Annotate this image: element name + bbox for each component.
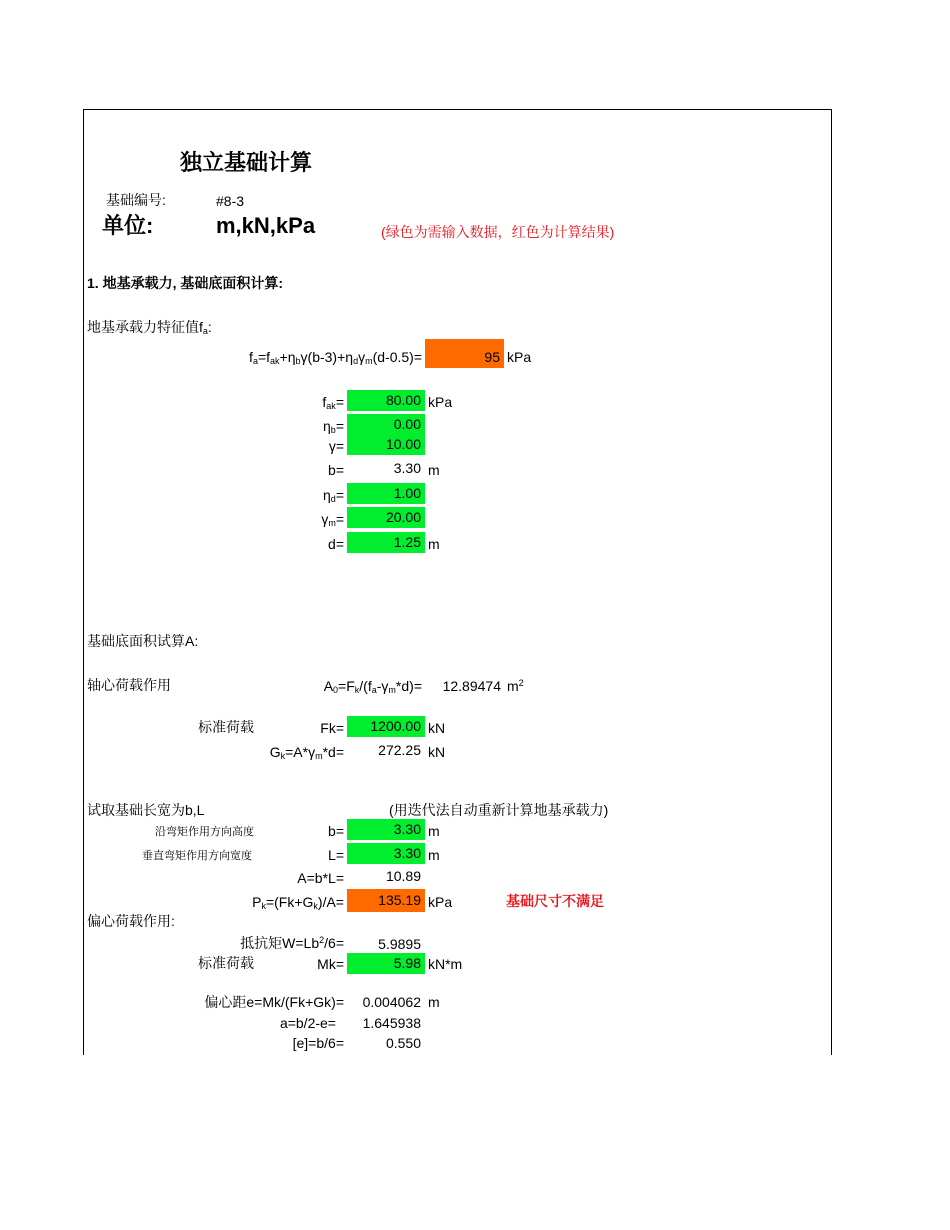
fa-formula-label: $f_a=f_{ak}+\eta_b\gamma(b-3)+\eta_d\gamma_m(d-0.5)=$ — [249, 349, 422, 366]
e-label: 偏心距e=Mk/(Fk+Gk)= — [204, 994, 344, 1010]
b-direction-desc: 沿弯矩作用方向高度 — [155, 826, 254, 838]
fak-label: $f_{ak}=$ — [322, 394, 344, 411]
fa-label: 地基承载力特征值$f_a$: — [87, 319, 212, 336]
b-value: 3.30 — [393, 460, 421, 476]
trial-b-label: b= — [328, 823, 344, 839]
e-limit-label: [e]=b/6= — [292, 1035, 344, 1051]
eta-b-input[interactable]: 0.00 — [347, 414, 425, 435]
d-unit: m — [428, 536, 440, 552]
section1-heading: 1. 地基承载力, 基础底面积计算: — [87, 275, 284, 291]
Fk-input[interactable]: 1200.00 — [347, 716, 425, 737]
Mk-unit: kN*m — [428, 956, 463, 972]
unit-label: 单位: — [102, 213, 154, 238]
Fk-label: Fk= — [320, 720, 344, 736]
A0-value: 12.89474 — [442, 678, 501, 694]
area-A-label: A=b*L= — [297, 870, 344, 886]
eta-d-label: $\eta_d=$ — [323, 487, 344, 504]
trial-L-input[interactable]: 3.30 — [347, 843, 425, 864]
eccentric-heading: 偏心荷载作用: — [87, 913, 175, 929]
gamma-input[interactable]: 10.00 — [347, 434, 425, 455]
d-label: d= — [328, 536, 344, 552]
e-value: 0.004062 — [362, 994, 421, 1010]
eta-d-input[interactable]: 1.00 — [347, 483, 425, 504]
ecc-std-load-label: 标准荷载 — [198, 955, 254, 971]
fa-result-cell: 95 — [425, 339, 504, 368]
e-unit: m — [428, 994, 440, 1010]
size-status-warning: 基础尺寸不满足 — [506, 893, 604, 909]
trial-L-label: L= — [328, 847, 344, 863]
area-heading: 基础底面积试算A: — [87, 633, 199, 649]
trial-heading: 试取基础长宽为b,L — [87, 802, 205, 818]
e-limit-value: 0.550 — [385, 1035, 421, 1051]
trial-b-unit: m — [428, 823, 440, 839]
color-note: (绿色为需输入数据，红色为计算结果) — [381, 224, 615, 240]
fak-unit: kPa — [428, 394, 453, 410]
Fk-unit: kN — [428, 720, 446, 736]
W-formula-label: 抵抗矩$W=Lb^2/6=$ — [240, 935, 344, 951]
L-direction-desc: 垂直弯矩作用方向宽度 — [142, 850, 252, 862]
a-value: 1.645938 — [362, 1015, 421, 1031]
trial-L-unit: m — [428, 847, 440, 863]
Pk-formula-label: $P_k=(Fk+G_k)/A=$ — [252, 894, 344, 911]
b-unit: m — [428, 462, 440, 478]
d-input[interactable]: 1.25 — [347, 532, 425, 553]
eta-b-label: $\eta_b=$ — [323, 418, 344, 435]
Gk-unit: kN — [428, 744, 446, 760]
Mk-label: Mk= — [317, 956, 344, 972]
std-load-label: 标准荷载 — [198, 719, 254, 735]
iteration-note: (用迭代法自动重新计算地基承载力) — [389, 802, 609, 818]
Pk-unit: kPa — [428, 894, 453, 910]
A0-formula-label: $A_0=F_k/(f_a-\gamma_m*d)=$ — [323, 678, 422, 695]
W-value: 5.9895 — [378, 936, 421, 952]
trial-b-input[interactable]: 3.30 — [347, 819, 425, 840]
Gk-formula-label: $G_k=A*\gamma_m*d=$ — [269, 744, 344, 761]
gamma-m-label: $\gamma_m=$ — [321, 511, 344, 528]
Gk-value: 272.25 — [378, 742, 421, 758]
axial-load-label: 轴心荷载作用 — [87, 677, 171, 693]
sheet-border — [83, 109, 832, 1055]
foundation-no-label: 基础编号: — [106, 192, 166, 208]
gamma-label: γ= — [328, 438, 344, 454]
unit-value: m,kN,kPa — [216, 213, 316, 238]
b-label: b= — [328, 462, 344, 478]
fak-input[interactable]: 80.00 — [347, 390, 425, 411]
a-label: a=b/2-e= — [279, 1015, 336, 1031]
page-title: 独立基础计算 — [180, 150, 313, 175]
Mk-input[interactable]: 5.98 — [347, 953, 425, 974]
fa-unit: kPa — [507, 349, 532, 365]
gamma-m-input[interactable]: 20.00 — [347, 507, 425, 528]
A0-unit: $m^2$ — [507, 678, 524, 694]
Pk-result-cell: 135.19 — [347, 889, 425, 912]
area-A-value: 10.89 — [385, 868, 421, 884]
foundation-no-value: #8-3 — [216, 193, 245, 209]
